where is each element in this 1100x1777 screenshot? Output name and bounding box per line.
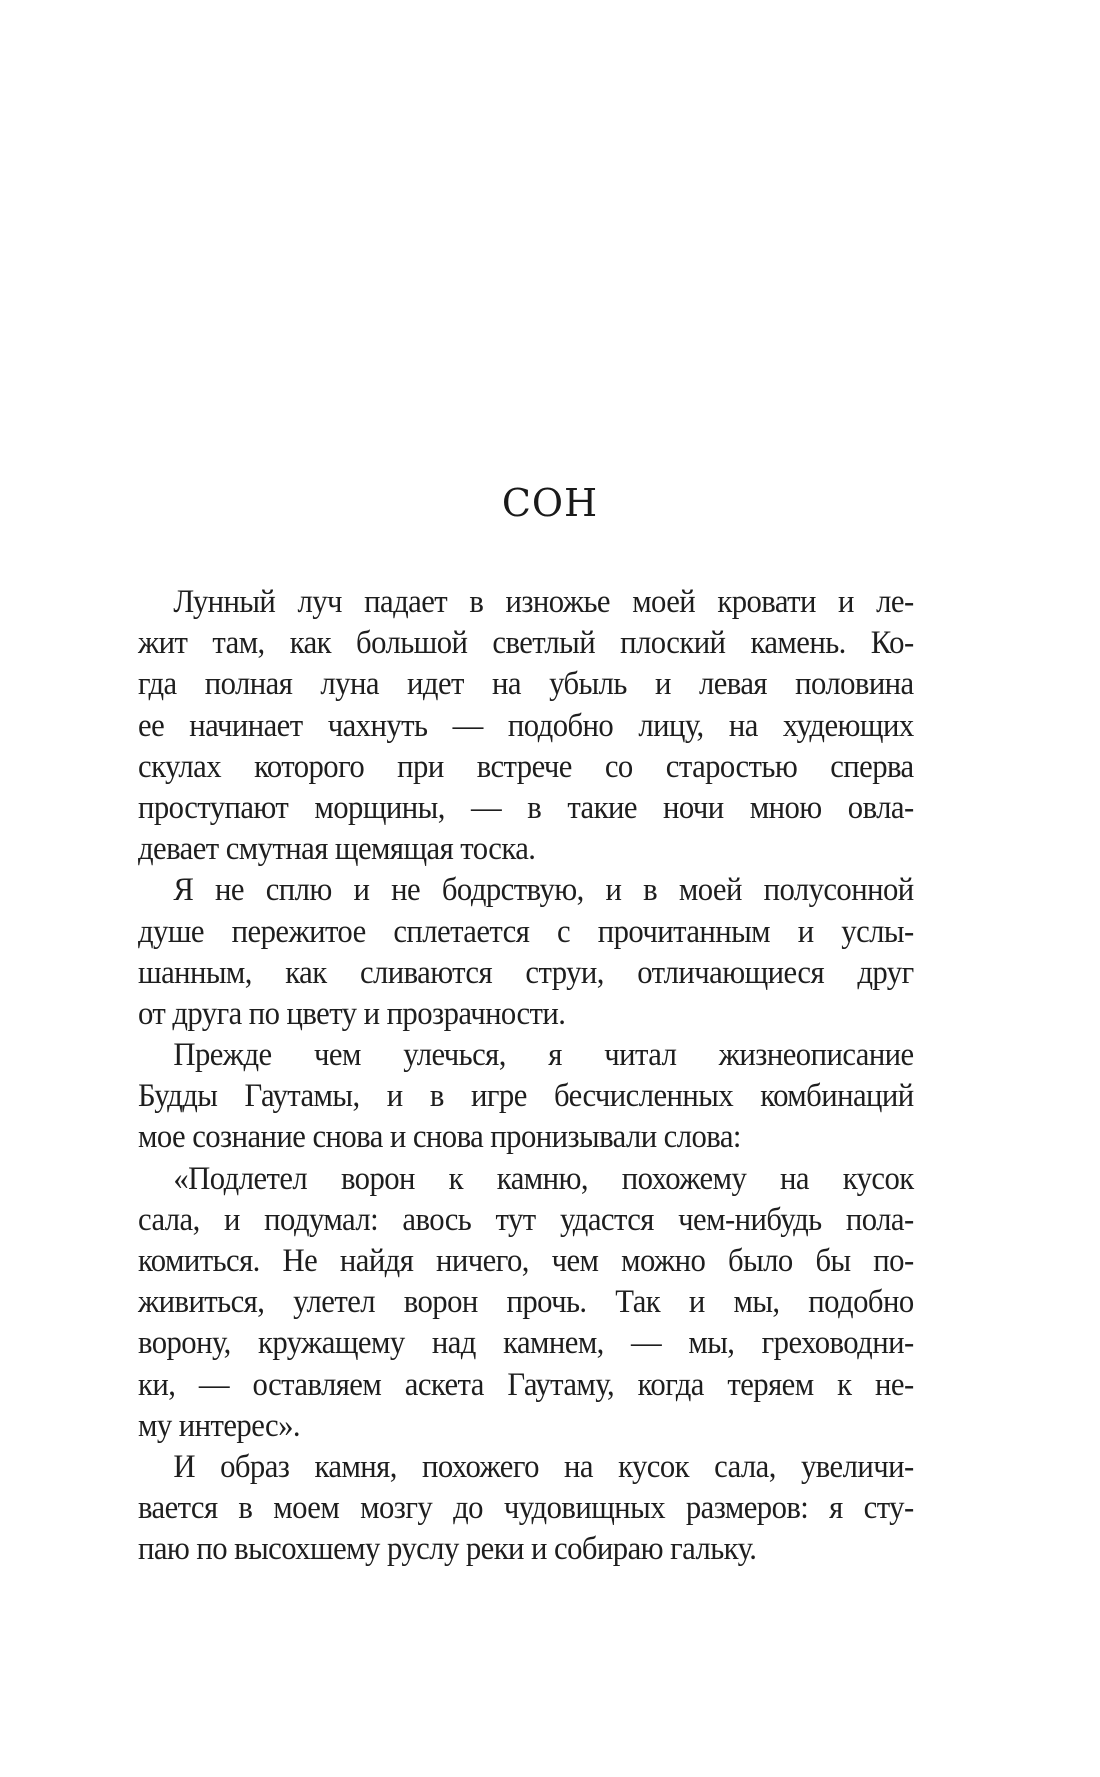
text-line: Я не сплю и не бодрствую, и в моей полусонной (173, 872, 914, 909)
text-line: вается в моем мозгу до чудовищных размеров: я сту- (138, 1490, 914, 1527)
quote-paragraph (138, 1159, 914, 1447)
text-line: Прежде чем улечься, я читал жизнеописание (173, 1037, 914, 1074)
text-line: жит там, как большой светлый плоский камень. Ко- (138, 625, 914, 662)
text-line: Будды Гаутамы, и в игре бесчисленных комбинаций (138, 1078, 914, 1115)
text-line: девает смутная щемящая тоска. (138, 831, 536, 868)
paragraph (138, 582, 914, 870)
chapter-title: СОН (501, 481, 599, 525)
text-line: Лунный луч падает в изножье моей кровати и ле- (173, 584, 914, 620)
text-line: живиться, улетел ворон прочь. Так и мы, подобно (138, 1284, 914, 1321)
text-line: ворону, кружащему над камнем, — мы, греховодни- (138, 1325, 914, 1362)
text-line: ее начинает чахнуть — подобно лицу, на худеющих (138, 707, 914, 744)
text-line: ки, — оставляем аскета Гаутаму, когда теряем к не- (138, 1366, 914, 1403)
text-line: проступают морщины, — в такие ночи мною овла- (138, 789, 914, 826)
text-line: душе пережитое сплетается с прочитанным и услы- (138, 913, 914, 950)
text-line: от друга по цвету и прозрачности. (138, 995, 566, 1032)
text-line: гда полная луна идет на убыль и левая половина (138, 666, 914, 703)
text-line: му интерес». (138, 1407, 300, 1444)
text-line: сала, и подумал: авось тут удастся чем-нибудь пола- (138, 1201, 914, 1238)
text-line: мое сознание снова и снова пронизывали слова: (138, 1119, 741, 1156)
text-line: шанным, как сливаются струи, отличающиеся друг (138, 954, 914, 991)
text-line: «Подлетел ворон к камню, похожему на кусок (173, 1160, 914, 1197)
text-line: скулах которого при встрече со старостью сперва (138, 748, 914, 785)
text-line: И образ камня, похожего на кусок сала, увеличи- (173, 1448, 914, 1485)
text-line: комиться. Не найдя ничего, чем можно было бы по- (138, 1243, 914, 1279)
paragraph (138, 1447, 914, 1571)
text-line: паю по высохшему руслу реки и собираю гальку. (138, 1531, 757, 1568)
paragraph (138, 870, 914, 1035)
paragraph (138, 1035, 914, 1159)
chapter-body (138, 582, 914, 1571)
